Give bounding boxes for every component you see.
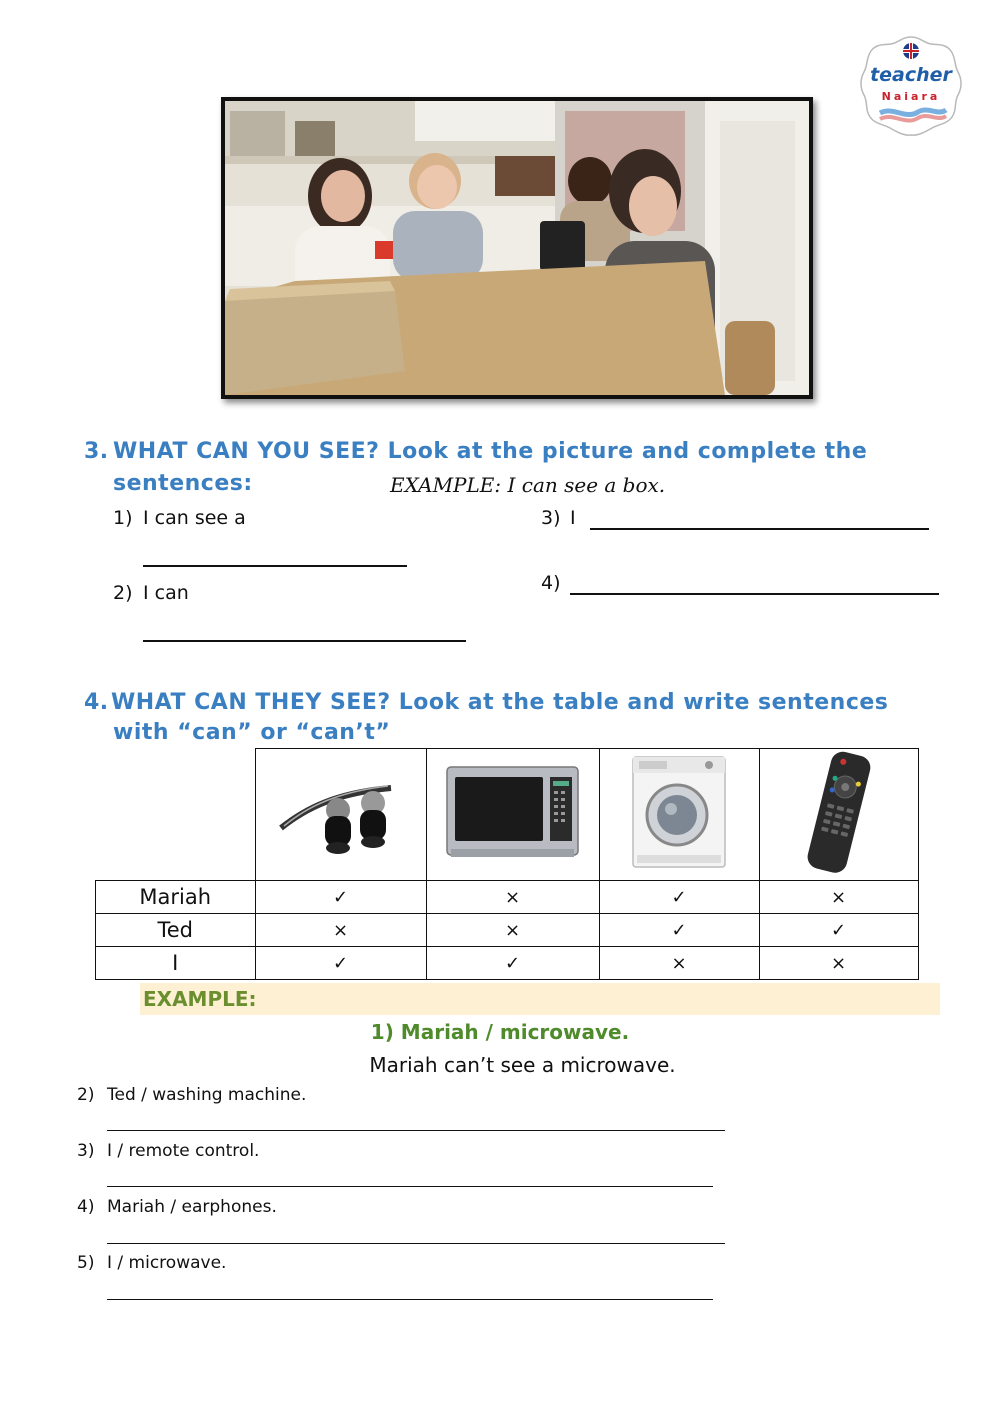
question-4-number: 4)	[77, 1197, 95, 1217]
row-name: Ted	[96, 914, 256, 947]
question-2-number: 2)	[77, 1085, 95, 1105]
mark-cell: ✓	[426, 947, 599, 980]
section-4-title-line2: with “can” or “can’t”	[113, 720, 391, 745]
example-label: EXAMPLE:	[143, 987, 257, 1011]
mark-cell: ×	[759, 947, 918, 980]
logo-naiara-text: Naiara	[881, 90, 941, 103]
mark-cell: ×	[426, 914, 599, 947]
section-3-title-line1: WHAT CAN YOU SEE? Look at the picture and complete the	[113, 439, 868, 464]
item-1-answer-line[interactable]	[143, 565, 407, 567]
mark-cell: ✓	[599, 914, 759, 947]
item-1-number: 1)	[113, 507, 133, 529]
question-2-answer-line[interactable]	[107, 1130, 725, 1131]
section-3-number: 3.	[84, 439, 109, 464]
question-5-answer-line[interactable]	[107, 1299, 713, 1300]
section-4-number: 4.	[84, 690, 109, 715]
question-3-number: 3)	[77, 1141, 95, 1161]
item-4-number: 4)	[541, 572, 561, 594]
table-corner	[96, 749, 256, 881]
microwave-cell	[426, 749, 599, 881]
kitchen-photo	[221, 97, 813, 399]
item-3-text: I	[570, 507, 576, 529]
mark-cell: ×	[255, 914, 426, 947]
item-2-answer-line[interactable]	[143, 640, 466, 642]
question-3-answer-line[interactable]	[107, 1186, 713, 1187]
question-3-text: I / remote control.	[107, 1141, 260, 1161]
row-name: I	[96, 947, 256, 980]
earphones-cell	[255, 749, 426, 881]
mark-cell: ✓	[255, 947, 426, 980]
teacher-naiara-logo	[858, 34, 964, 138]
logo-teacher-text: teacher	[870, 64, 952, 86]
item-1-text: I can see a	[143, 507, 246, 529]
washing-machine-cell	[599, 749, 759, 881]
uk-flag-icon	[903, 43, 919, 59]
mark-cell: ×	[426, 881, 599, 914]
item-3-number: 3)	[541, 507, 561, 529]
question-4-text: Mariah / earphones.	[107, 1197, 277, 1217]
table-row	[96, 881, 919, 914]
mark-cell: ×	[599, 947, 759, 980]
item-2-text: I can	[143, 582, 189, 604]
table-row	[96, 914, 919, 947]
mark-cell: ×	[759, 881, 918, 914]
item-3-answer-line[interactable]	[590, 528, 929, 530]
question-4-answer-line[interactable]	[107, 1243, 725, 1244]
remote-control-icon	[801, 750, 876, 875]
row-name: Mariah	[96, 881, 256, 914]
question-2-text: Ted / washing machine.	[107, 1085, 307, 1105]
example-answer: Mariah can’t see a microwave.	[369, 1053, 676, 1077]
table-row	[96, 947, 919, 980]
can-see-table	[95, 748, 919, 980]
remote-control-cell	[759, 749, 918, 881]
microwave-icon	[445, 765, 580, 860]
item-4-answer-line[interactable]	[570, 593, 939, 595]
section-3-example: EXAMPLE: I can see a box.	[390, 473, 666, 497]
question-5-text: I / microwave.	[107, 1253, 227, 1273]
example-prompt: 1) Mariah / microwave.	[370, 1020, 630, 1044]
table-header-row	[96, 749, 919, 881]
section-4-title-line1: WHAT CAN THEY SEE? Look at the table and write sentences	[111, 690, 889, 715]
washing-machine-icon	[629, 755, 729, 870]
question-5-number: 5)	[77, 1253, 95, 1273]
item-2-number: 2)	[113, 582, 133, 604]
section-3-title-line2: sentences:	[113, 471, 253, 496]
mark-cell: ✓	[759, 914, 918, 947]
mark-cell: ✓	[255, 881, 426, 914]
mark-cell: ✓	[599, 881, 759, 914]
earphones-icon	[276, 768, 406, 858]
example-highlight	[140, 983, 940, 1015]
